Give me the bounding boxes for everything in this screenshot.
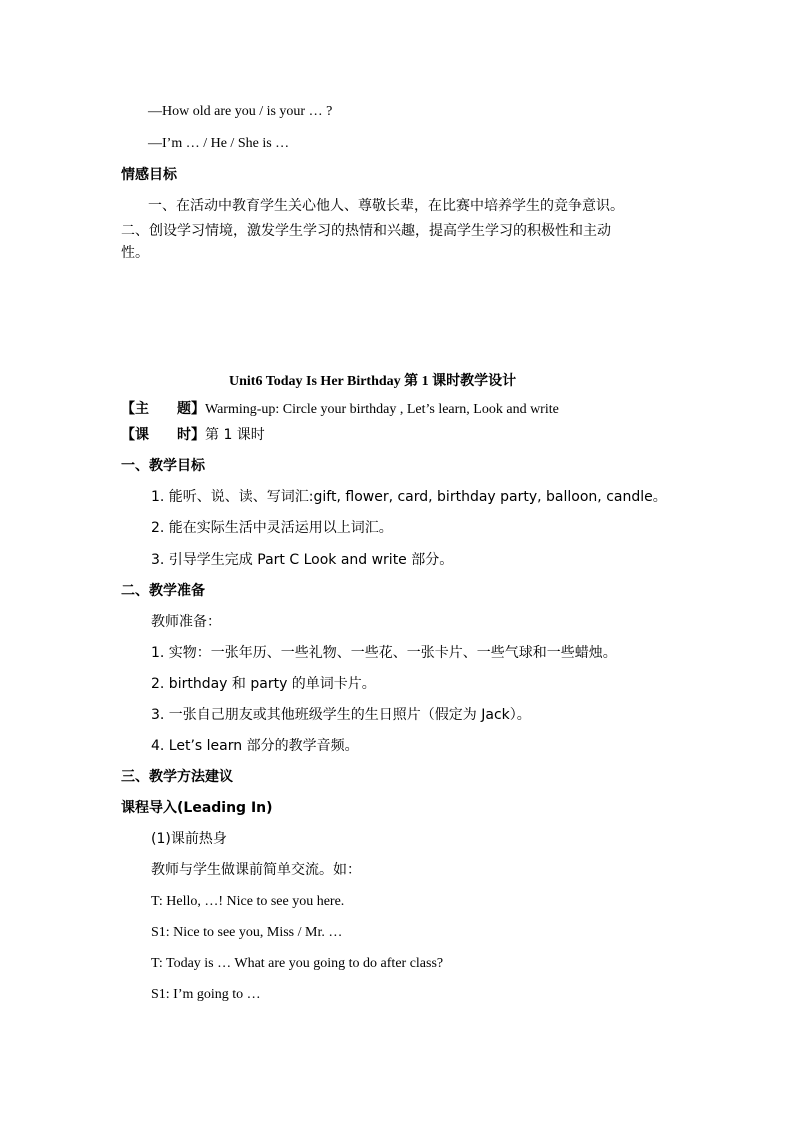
period-label: 【课 时】	[121, 427, 205, 443]
emotion-goals-heading: 情感目标	[121, 167, 177, 183]
topic-value: Warming-up: Circle your birthday , Let’s learn, Look and write	[205, 402, 559, 417]
objective-item: 3. 引导学生完成 Part C Look and write 部分。	[151, 552, 454, 568]
dialog-question: —How old are you / is your … ?	[148, 104, 333, 119]
dialog-answer: —I’m … / He / She is …	[148, 136, 290, 151]
warmup-description: 教师与学生做课前简单交流。如：	[151, 862, 361, 878]
prep-item: 2. birthday 和 party 的单词卡片。	[151, 676, 376, 692]
prep-item: 4. Let’s learn 部分的教学音频。	[151, 738, 359, 754]
methods-heading: 三、教学方法建议	[121, 769, 233, 785]
dialog-line: S1: Nice to see you, Miss / Mr. …	[151, 925, 343, 940]
leading-in-heading: 课程导入(Leading In)	[121, 800, 273, 816]
dialog-line: T: Hello, …! Nice to see you here.	[151, 894, 345, 909]
preparation-heading: 二、教学准备	[121, 583, 205, 599]
period-value: 第 1 课时	[205, 427, 265, 443]
period-row	[121, 425, 265, 446]
objectives-heading: 一、教学目标	[121, 458, 205, 474]
topic-label: 【主 题】	[121, 401, 205, 417]
dialog-line: T: Today is … What are you going to do after class?	[151, 956, 444, 971]
prep-item: 3. 一张自己朋友或其他班级学生的生日照片（假定为 Jack）。	[151, 707, 531, 723]
lesson-title: Unit6 Today Is Her Birthday 第 1 课时教学设计	[229, 374, 517, 389]
objective-item: 1. 能听、说、读、写词汇:gift, flower, card, birthday party, balloon, candle。	[151, 489, 667, 505]
prep-item: 1. 实物：一张年历、一些礼物、一些花、一张卡片、一些气球和一些蜡烛。	[151, 645, 617, 661]
emotion-goal-2-line2: 性。	[121, 245, 149, 261]
emotion-goal-1: 一、在活动中教育学生关心他人、尊敬长辈，在比赛中培养学生的竞争意识。	[148, 198, 624, 214]
objective-item: 2. 能在实际生活中灵活运用以上词汇。	[151, 520, 393, 536]
warmup-label: (1)课前热身	[151, 831, 227, 847]
emotion-goal-2-line1: 二、创设学习情境，激发学生学习的热情和兴趣，提高学生学习的积极性和主动	[121, 223, 611, 239]
dialog-line: S1: I’m going to …	[151, 987, 261, 1002]
topic-row	[121, 399, 559, 420]
teacher-prep-label: 教师准备：	[151, 614, 221, 630]
